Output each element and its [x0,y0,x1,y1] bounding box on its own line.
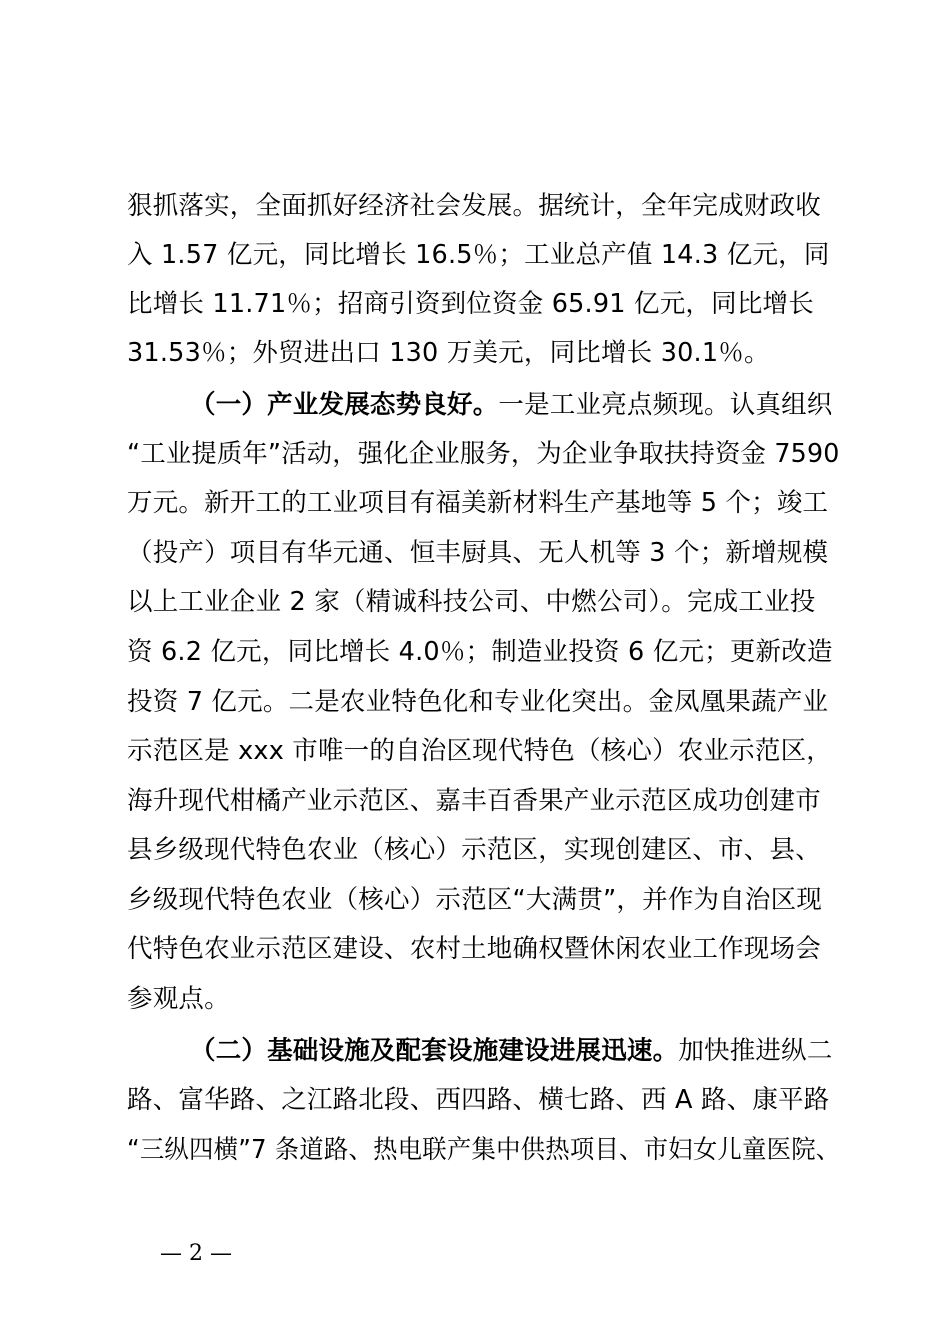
body-line: “工业提质年”活动，强化企业服务，为企业争取扶持资金 7590 [127,439,840,469]
body-line: “三纵四横”7 条道路、热电联产集中供热项目、市妇女儿童医院、 [127,1135,841,1165]
section-2-heading: （二）基础设施及配套设施建设进展迅速。 [190,1036,679,1066]
body-line: 入 1.57 亿元，同比增长 16.5％；工业总产值 14.3 亿元，同 [127,240,830,270]
body-line: 比增长 11.71％；招商引资到位资金 65.91 亿元，同比增长 [127,289,814,319]
body-line: 海升现代柑橘产业示范区、嘉丰百香果产业示范区成功创建市 [127,786,821,816]
body-line: 31.53％；外贸进出口 130 万美元，同比增长 30.1％。 [127,338,770,368]
body-line: 投资 7 亿元。二是农业特色化和专业化突出。金凤凰果蔬产业 [127,687,829,717]
section-1-first-line [190,390,833,420]
body-line: 参观点。 [127,984,230,1014]
body-line: 狠抓落实，全面抓好经济社会发展。据统计，全年完成财政收 [127,191,821,221]
body-line: 以上工业企业 2 家（精诚科技公司、中燃公司）。完成工业投 [127,587,816,617]
body-line: 万元。新开工的工业项目有福美新材料生产基地等 5 个；竣工 [127,488,829,518]
section-2-first-text: 加快推进纵二 [678,1036,833,1066]
body-line: 代特色农业示范区建设、农村土地确权暨休闲农业工作现场会 [127,934,821,964]
body-line: 乡级现代特色农业（核心）示范区“大满贯”，并作为自治区现 [127,885,823,915]
page-number: — 2 — [160,1241,232,1266]
body-line: 路、富华路、之江路北段、西四路、横七路、西 A 路、康平路 [127,1085,830,1115]
body-line: 示范区是 xxx 市唯一的自治区现代特色（核心）农业示范区， [127,736,832,766]
body-line: （投产）项目有华元通、恒丰厨具、无人机等 3 个；新增规模 [127,538,829,568]
section-1-heading: （一）产业发展态势良好。 [190,390,499,420]
body-line: 资 6.2 亿元，同比增长 4.0％；制造业投资 6 亿元；更新改造 [127,637,833,667]
section-1-first-text: 一是工业亮点频现。认真组织 [498,390,833,420]
section-2-first-line [190,1036,833,1066]
body-line: 县乡级现代特色农业（核心）示范区，实现创建区、市、县、 [127,835,821,865]
